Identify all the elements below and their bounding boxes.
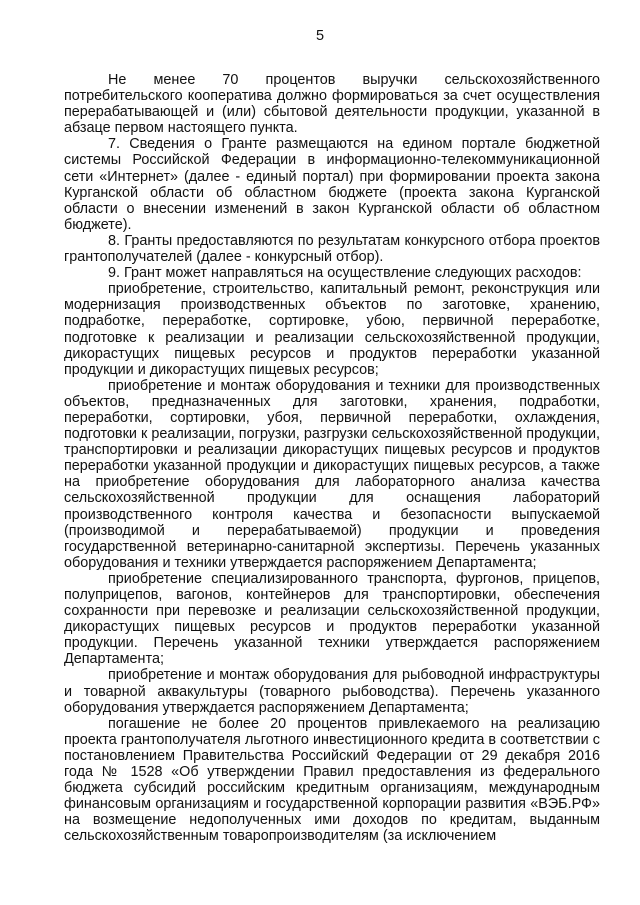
- paragraph-expense-loan-repayment: погашение не более 20 процентов привлекаемого на реализацию проекта грантополучателя льготного инвестиционного кредита в соответствии с постановлением Правительства Российский Федерации от 29 декабря 2016 года № 1528 «Об утверждении Правил предоставления из федерального бюджета субсидий российским кредитным организациям, международным финансовым организациям и государственной корпорации развития «ВЭБ.РФ» на возмещение недополученных ими доходов по кредитам, выданным сельскохозяйственным товаропроизводителям (за исключением: [64, 715, 600, 845]
- paragraph-expense-construction: приобретение, строительство, капитальный ремонт, реконструкция или модернизация производственных объектов по заготовке, хранению, подработке, переработке, сортировке, убою, первичной переработке, подготовке к реализации и реализации сельскохозяйственной продукции, дикорастущих пищевых ресурсов и продуктов переработки указанной продукции и дикорастущих пищевых ресурсов;: [64, 281, 600, 378]
- page-number: 5: [315, 28, 325, 44]
- paragraph-item-9: 9. Грант может направляться на осуществление следующих расходов:: [108, 265, 582, 282]
- paragraph-expense-transport: приобретение специализированного транспорта, фургонов, прицепов, полуприцепов, вагонов, контейнеров для транспортировки, обеспечения сохранности при перевозке и реализации сельскохозяйственной продукции, дикорастущих пищевых ресурсов и продуктов переработки указанной продукции. Перечень указанной техники утверждается распоряжением Департамента;: [64, 570, 600, 668]
- document-body: [64, 72, 600, 845]
- paragraph-item-7: 7. Сведения о Гранте размещаются на едином портале бюджетной системы Российской Федерации в информационно-телекоммуникационной сети «Интернет» (далее - единый портал) при формировании проекта закона Курганской области об областном бюджете (проекта закона Курганской области о внесении изменений в закон Курганской области об областном бюджете).: [64, 136, 600, 233]
- paragraph-expense-equipment: приобретение и монтаж оборудования и техники для производственных объектов, предназначенных для заготовки, хранения, подработки, переработки, сортировки, убоя, первичной переработки, охлаждения, подготовки к реализации, погрузки, разгрузки сельскохозяйственной продукции, транспортировки и реализации дикорастущих пищевых ресурсов и продуктов переработки указанной продукции и дикорастущих пищевых ресурсов, а также на приобретение оборудования для лабораторного анализа качества сельскохозяйственной продукции для оснащения лабораторий производственного контроля качества и безопасности выпускаемой (производимой и перерабатываемой) продукции и проведения государственной ветеринарно-санитарной экспертизы. Перечень указанных оборудования и техники утверждается распоряжением Департамента;: [64, 377, 600, 571]
- paragraph-item-8: 8. Гранты предоставляются по результатам конкурсного отбора проектов грантополучателей (далее - конкурсный отбор).: [64, 232, 600, 266]
- paragraph-expense-aquaculture: приобретение и монтаж оборудования для рыбоводной инфраструктуры и товарной аквакультуры (товарного рыбоводства). Перечень указанного оборудования утверждается распоряжением Департамента;: [64, 667, 600, 716]
- paragraph-revenue-share: Не менее 70 процентов выручки сельскохозяйственного потребительского кооператива должно формироваться за счет осуществления перерабатывающей и (или) сбытовой деятельности продукции, указанной в абзаце первом настоящего пункта.: [64, 72, 600, 137]
